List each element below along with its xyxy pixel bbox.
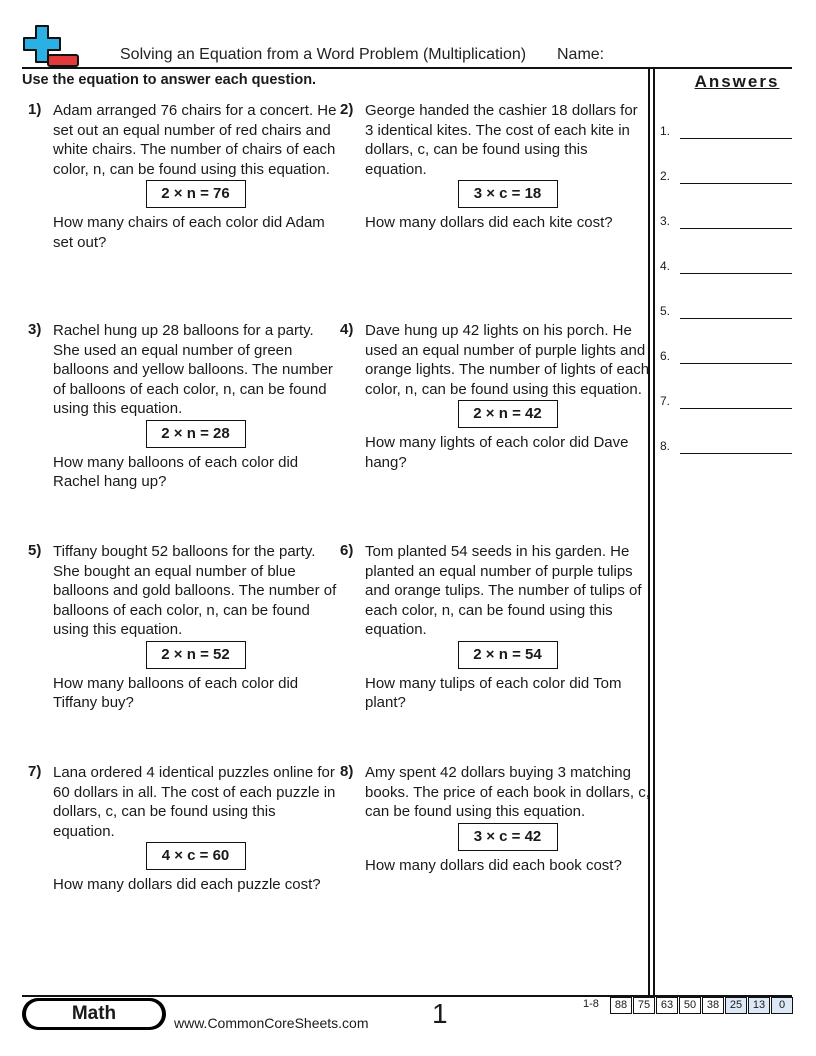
problem-text: Dave hung up 42 lights on his porch. He used an equal number of purple lights and orange lights. The number of lights of each color, n, can be found using this equation. [365, 322, 650, 398]
equation-box: 2 × n = 76 [146, 180, 246, 208]
problem-number: 6) [340, 542, 354, 559]
problem-number: 8) [340, 763, 354, 780]
answer-blank[interactable] [660, 214, 792, 234]
equation-box: 2 × n = 54 [458, 641, 558, 669]
equation-box: 4 × c = 60 [146, 842, 246, 870]
problem-text: Adam arranged 76 chairs for a concert. He set out an equal number of red chairs and white chairs. The number of chairs of each color, n, can be found using this equation. [53, 102, 337, 178]
problem-6 [365, 542, 650, 713]
answer-line [680, 273, 792, 274]
equation-box: 3 × c = 18 [458, 180, 558, 208]
problem-question: How many dollars did each book cost? [365, 856, 622, 874]
answer-line [680, 228, 792, 229]
problem-number: 2) [340, 101, 354, 118]
answer-number: 4. [660, 259, 671, 273]
answer-blank[interactable] [660, 394, 792, 414]
score-cell: 63 [656, 997, 678, 1014]
problem-number: 3) [28, 321, 42, 338]
subject-label: Math [26, 1001, 162, 1027]
answer-blank[interactable] [660, 304, 792, 324]
problem-8 [365, 763, 650, 875]
problem-number: 1) [28, 101, 42, 118]
problem-question: How many lights of each color did Dave hang? [365, 434, 629, 471]
name-label: Name: [557, 46, 605, 63]
answer-number: 3. [660, 214, 671, 228]
problem-question: How many dollars did each kite cost? [365, 214, 613, 231]
answer-line [680, 363, 792, 364]
answer-blank[interactable] [660, 169, 792, 189]
answer-line [680, 408, 792, 409]
problem-text: Rachel hung up 28 balloons for a party. She used an equal number of green balloons and yellow balloons. The number of balloons of each color, n, can be found using this equation. [53, 322, 333, 417]
answer-blank[interactable] [660, 349, 792, 369]
answer-column-divider [653, 67, 655, 995]
score-cell: 75 [633, 997, 655, 1014]
answer-number: 5. [660, 304, 671, 318]
problem-text: Tom planted 54 seeds in his garden. He planted an equal number of purple tulips and orange tulips. The number of tulips of each color, n, can be found using this equation. [365, 543, 642, 638]
score-cell: 25 [725, 997, 747, 1014]
equation-box: 3 × c = 42 [458, 823, 558, 851]
answer-line [680, 318, 792, 319]
answer-line [680, 138, 792, 139]
instructions: Use the equation to answer each question. [22, 72, 317, 88]
problem-question: How many tulips of each color did Tom plant? [365, 674, 622, 711]
answers-heading: Answers [694, 72, 780, 91]
score-range-label: 1-8 [583, 998, 599, 1010]
problem-number: 4) [340, 321, 354, 338]
problem-5 [53, 542, 338, 713]
answer-number: 1. [660, 124, 671, 138]
problem-question: How many chairs of each color did Adam set out? [53, 214, 325, 251]
website-link[interactable]: www.CommonCoreSheets.com [174, 1015, 369, 1031]
score-cell: 88 [610, 997, 632, 1014]
answer-line [680, 183, 792, 184]
problem-text: Amy spent 42 dollars buying 3 matching books. The price of each book in dollars, c, can be found using this equation. [365, 764, 650, 820]
problem-7 [53, 763, 338, 895]
problem-text: Tiffany bought 52 balloons for the party. She bought an equal number of blue balloons and gold balloons. The number of balloons of each color, n, can be found using this equation. [53, 543, 337, 638]
equation-box: 2 × n = 52 [146, 641, 246, 669]
problem-4 [365, 321, 650, 472]
problem-question: How many balloons of each color did Rachel hang up? [53, 453, 299, 490]
answer-blank[interactable] [660, 124, 792, 144]
equation-box: 2 × n = 42 [458, 400, 558, 428]
common-core-sheets-logo [22, 24, 80, 70]
answer-number: 2. [660, 169, 671, 183]
problem-2 [365, 101, 650, 233]
score-cell: 38 [702, 997, 724, 1014]
score-cell: 50 [679, 997, 701, 1014]
worksheet-title: Solving an Equation from a Word Problem (Multiplication) [120, 46, 527, 63]
answer-number: 8. [660, 439, 671, 453]
problem-1 [53, 101, 338, 252]
answer-blank[interactable] [660, 259, 792, 279]
plus-minus-icon [22, 24, 80, 70]
problem-number: 7) [28, 763, 42, 780]
page-number: 1 [432, 998, 448, 1029]
score-cell: 13 [748, 997, 770, 1014]
answer-number: 7. [660, 394, 671, 408]
answer-number: 6. [660, 349, 671, 363]
equation-box: 2 × n = 28 [146, 420, 246, 448]
problem-question: How many balloons of each color did Tiffany buy? [53, 674, 299, 711]
answer-blank[interactable] [660, 439, 792, 459]
problem-question: How many dollars did each puzzle cost? [53, 876, 321, 893]
answer-line [680, 453, 792, 454]
header-rule [22, 67, 792, 69]
score-cell: 0 [771, 997, 793, 1014]
problem-text: George handed the cashier 18 dollars for 3 identical kites. The cost of each kite in dollars, c, can be found using this equation. [365, 102, 638, 178]
problem-3 [53, 321, 338, 492]
subject-badge [22, 998, 166, 1030]
problem-number: 5) [28, 542, 42, 559]
problem-text: Lana ordered 4 identical puzzles online for 60 dollars in all. The cost of each puzzle in dollars, c, can be found using this equation. [53, 764, 336, 840]
